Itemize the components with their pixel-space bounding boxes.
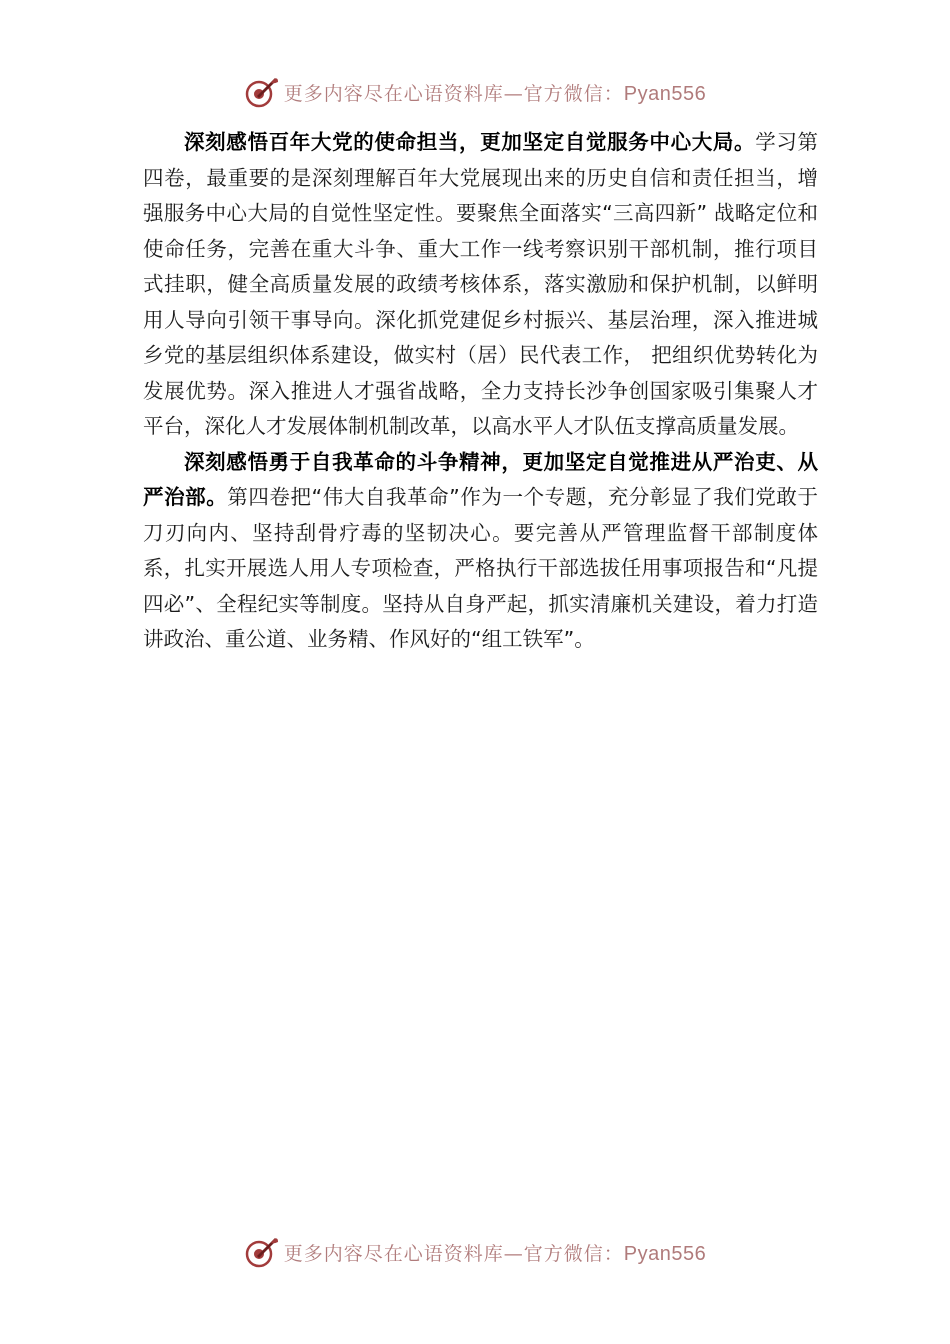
footer-text — [284, 1239, 707, 1266]
document-body — [143, 125, 818, 658]
paragraph-1-heading: 深刻感悟百年大党的使命担当，更加坚定自觉服务中心大局。 — [184, 130, 756, 154]
footer-wechat-label: 官方微信： — [523, 1242, 624, 1265]
header-banner — [0, 70, 950, 114]
quill-logo-icon — [244, 74, 280, 110]
footer-wechat-handle: Pyan556 — [623, 1242, 707, 1265]
footer-separator: — — [503, 1242, 524, 1265]
paragraph-2 — [143, 445, 818, 658]
header-text — [284, 79, 707, 106]
paragraph-1-body: 学习第四卷，最重要的是深刻理解百年大党展现出来的历史自信和责任担当，增强服务中心大局的自觉性坚定性。要聚焦全面落实“三高四新” 战略定位和使命任务，完善在重大斗争、重大工作一线考察识别干部机制，推行项目式挂职，健全高质量发展的政绩考核体系，落实激励和保护机制，以鲜明用人导向引领干事导向。深化抓党建促乡村振兴、基层治理，深入推进城乡党的基层组织体系建设，做实村（居）民代表工作， 把组织优势转化为发展优势。深入推进人才强省战略，全力支持长沙争创国家吸引集聚人才平台，深化人才发展体制机制改革，以高水平人才队伍支撑高质量发展。 — [143, 130, 819, 438]
footer-banner-text: 更多内容尽在心语资料库 — [283, 1242, 504, 1265]
header-wechat-label: 官方微信： — [523, 82, 624, 105]
quill-logo-icon — [244, 1234, 280, 1270]
header-wechat-handle: Pyan556 — [623, 82, 707, 105]
paragraph-1 — [143, 125, 818, 445]
header-separator: — — [503, 82, 524, 105]
paragraph-2-body: 第四卷把“伟大自我革命”作为一个专题，充分彰显了我们党敢于刀刃向内、坚持刮骨疗毒的坚韧决心。要完善从严管理监督干部制度体系，扎实开展选人用人专项检查，严格执行干部选拔任用事项报告和“凡提四必”、全程纪实等制度。坚持从自身严起，抓实清廉机关建设，着力打造讲政治、重公道、业务精、作风好的“组工铁军”。 — [143, 485, 818, 651]
paragraph-2-heading: 深刻感悟勇于自我革命的斗争精神，更加坚定自觉推进从严治吏、从严治部。 — [143, 449, 818, 509]
footer-banner — [0, 1230, 950, 1274]
header-banner-text: 更多内容尽在心语资料库 — [283, 82, 504, 105]
